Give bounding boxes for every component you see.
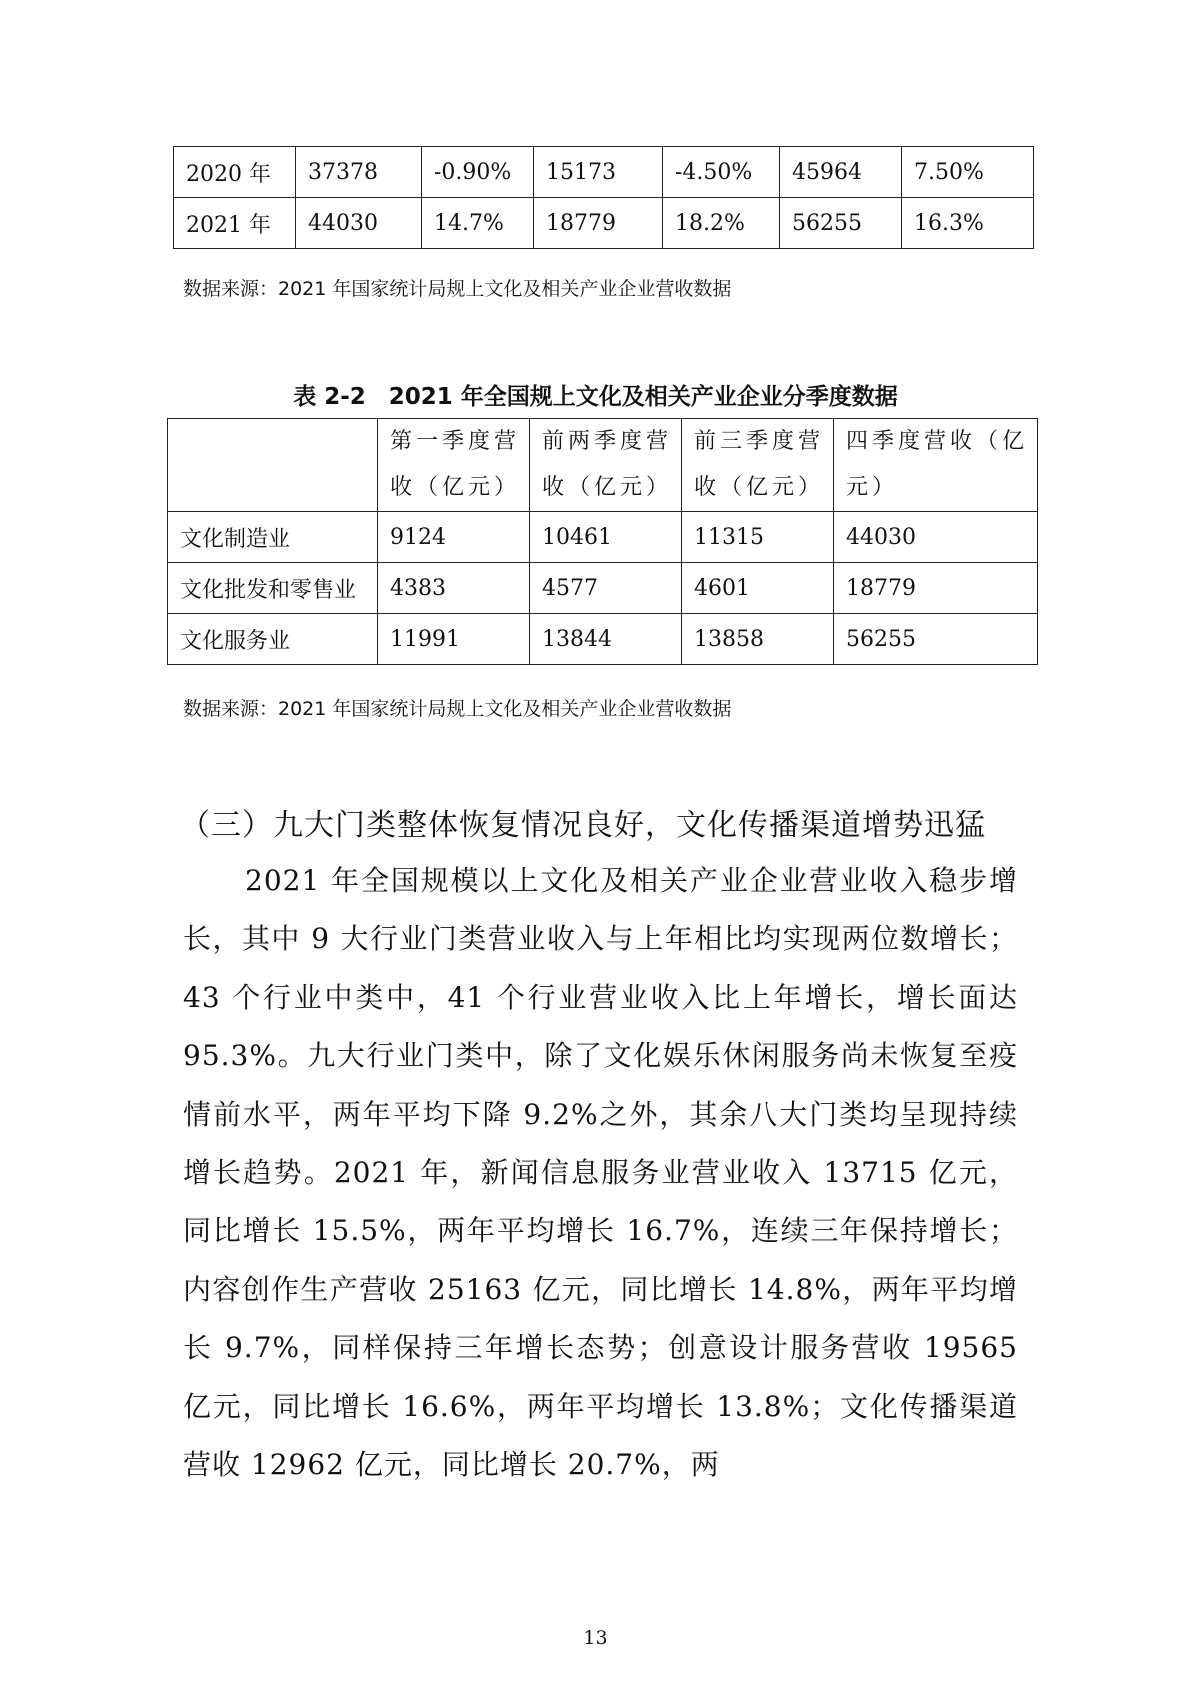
table-cell: 13844 bbox=[530, 614, 682, 665]
table-cell: 16.3% bbox=[902, 198, 1034, 249]
table-cell: 45964 bbox=[780, 147, 902, 198]
table-header-cell: 四季度营收（亿元） bbox=[834, 419, 1038, 512]
table-cell: 4577 bbox=[530, 563, 682, 614]
data-source-note: 数据来源：2021 年国家统计局规上文化及相关产业企业营收数据 bbox=[183, 278, 732, 300]
table-row bbox=[168, 512, 1038, 563]
table-cell: 2020 年 bbox=[174, 147, 296, 198]
table-header-row bbox=[168, 419, 1038, 512]
table-cell: 文化制造业 bbox=[168, 512, 378, 563]
table-cell: 2021 年 bbox=[174, 198, 296, 249]
table-cell: 37378 bbox=[296, 147, 422, 198]
section-heading: （三）九大门类整体恢复情况良好，文化传播渠道增势迅猛 bbox=[180, 808, 986, 843]
table-cell: 56255 bbox=[780, 198, 902, 249]
table-cell: -4.50% bbox=[663, 147, 780, 198]
table-cell: 15173 bbox=[534, 147, 663, 198]
table-cell: 文化服务业 bbox=[168, 614, 378, 665]
body-paragraph: 2021 年全国规模以上文化及相关产业企业营业收入稳步增长，其中 9 大行业门类营业收入与上年相比均实现两位数增长；43 个行业中类中，41 个行业营业收入比上年增长，增长面达 95.3%。九大行业门类中，除了文化娱乐休闲服务尚未恢复至疫情前水平，两年平均下降 9.2%之外，其余八大门类均呈现持续增长趋势。2021 年，新闻信息服务业营业收入 13715 亿元，同比增长 15.5%，两年平均增长 16.7%，连续三年保持增长；内容创作生产营收 25163 亿元，同比增长 14.8%，两年平均增长 9.7%，同样保持三年增长态势；创意设计服务营收 19565 亿元，同比增长 16.6%，两年平均增长 13.8%；文化传播渠道营收 12962 亿元，同比增长 20.7%，两 bbox=[183, 864, 1018, 1482]
quarterly-revenue-table bbox=[167, 418, 1038, 665]
revenue-table-continued bbox=[173, 146, 1034, 249]
table-cell: 11991 bbox=[378, 614, 530, 665]
table-cell: -0.90% bbox=[422, 147, 534, 198]
table-header-cell bbox=[168, 419, 378, 512]
table-row bbox=[174, 147, 1034, 198]
table-cell: 14.7% bbox=[422, 198, 534, 249]
table-cell: 9124 bbox=[378, 512, 530, 563]
table-cell: 18.2% bbox=[663, 198, 780, 249]
table-cell: 44030 bbox=[834, 512, 1038, 563]
data-source-note: 数据来源：2021 年国家统计局规上文化及相关产业企业营收数据 bbox=[183, 698, 732, 720]
page-number: 13 bbox=[583, 1627, 608, 1649]
table-cell: 18779 bbox=[534, 198, 663, 249]
table-cell: 7.50% bbox=[902, 147, 1034, 198]
table-title: 表 2-2 2021 年全国规上文化及相关产业企业分季度数据 bbox=[293, 384, 898, 410]
table-cell: 56255 bbox=[834, 614, 1038, 665]
table-cell: 11315 bbox=[682, 512, 834, 563]
table-cell: 文化批发和零售业 bbox=[168, 563, 378, 614]
table-cell: 10461 bbox=[530, 512, 682, 563]
table-row bbox=[174, 198, 1034, 249]
table-cell: 4601 bbox=[682, 563, 834, 614]
table-cell: 13858 bbox=[682, 614, 834, 665]
table-row bbox=[168, 563, 1038, 614]
table-cell: 4383 bbox=[378, 563, 530, 614]
table-row bbox=[168, 614, 1038, 665]
table-cell: 18779 bbox=[834, 563, 1038, 614]
table-header-cell: 前两季度营收（亿元） bbox=[530, 419, 682, 512]
table-cell: 44030 bbox=[296, 198, 422, 249]
table-header-cell: 前三季度营收（亿元） bbox=[682, 419, 834, 512]
table-header-cell: 第一季度营收（亿元） bbox=[378, 419, 530, 512]
